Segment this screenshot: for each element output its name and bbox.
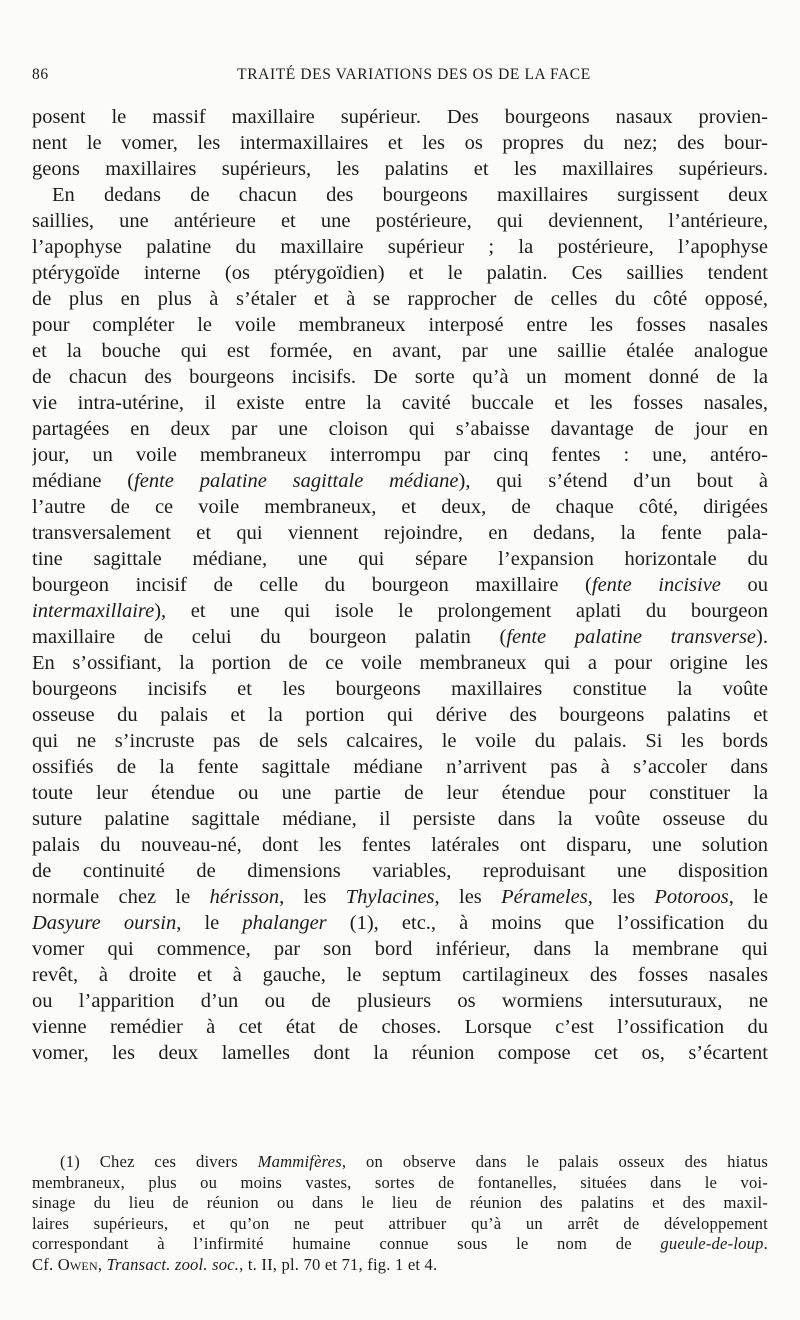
text-segment: , le bbox=[176, 912, 243, 934]
italic-text: Dasyure oursin bbox=[32, 912, 177, 934]
body-line bbox=[32, 962, 768, 988]
text-segment: membraneux, plus ou moins vastes, sortes de fontanelles, situées dans le voi- bbox=[32, 1172, 768, 1192]
body-line bbox=[32, 728, 768, 754]
italic-text: Mammifères bbox=[257, 1152, 342, 1171]
body-line bbox=[32, 520, 768, 546]
body-line bbox=[32, 832, 768, 858]
text-segment: pour compléter le voile membraneux interposé entre les fosses nasales bbox=[32, 314, 768, 336]
body-line bbox=[32, 416, 768, 442]
text-segment: ou l’apparition d’un ou de plusieurs os wormiens intersuturaux, ne bbox=[32, 990, 768, 1012]
text-segment: nent le vomer, les intermaxillaires et les os propres du nez; des bour- bbox=[32, 132, 768, 154]
italic-text: fente incisive bbox=[591, 574, 721, 596]
text-segment: , les bbox=[587, 886, 655, 908]
text-segment: laires supérieurs, et qu’on ne peut attribuer qu’à un arrêt de développement bbox=[32, 1213, 768, 1233]
body-line bbox=[32, 910, 768, 936]
text-segment: vie intra-utérine, il existe entre la cavité buccale et les fosses nasales, bbox=[32, 392, 768, 414]
page-number: 86 bbox=[32, 66, 49, 83]
text-segment: vomer, les deux lamelles dont la réunion compose cet os, s’écartent bbox=[32, 1042, 768, 1064]
footnotes bbox=[32, 1152, 768, 1275]
body-line bbox=[32, 884, 768, 910]
body-line bbox=[32, 260, 768, 286]
body-line bbox=[32, 624, 768, 650]
text-segment: l’autre de ce voile membraneux, et deux, de chaque côté, dirigées bbox=[32, 496, 768, 518]
text-segment: , on observe dans le palais osseux des hiatus bbox=[341, 1152, 768, 1171]
text-segment: , les bbox=[279, 886, 346, 908]
italic-text: intermaxillaire bbox=[32, 600, 155, 622]
text-segment: partagées en deux par une cloison qui s’abaisse davantage de jour en bbox=[32, 418, 768, 440]
text-segment: ), et une qui isole le prolongement aplati du bourgeon bbox=[154, 600, 768, 622]
text-segment: maxillaire de celui du bourgeon palatin ( bbox=[32, 626, 507, 648]
footnote-line bbox=[32, 1152, 768, 1173]
body-line bbox=[32, 208, 768, 234]
text-segment: tine sagittale médiane, une qui sépare l’expansion horizontale du bbox=[32, 548, 768, 570]
text-segment: Cf. bbox=[32, 1254, 58, 1274]
text-segment: (1) Chez ces divers bbox=[60, 1152, 258, 1171]
body-line bbox=[32, 130, 768, 156]
body-text bbox=[32, 104, 768, 1066]
text-segment: normale chez le bbox=[32, 886, 210, 908]
body-line bbox=[32, 806, 768, 832]
body-line bbox=[32, 676, 768, 702]
text-segment: bourgeons incisifs et les bourgeons maxillaires constitue la voûte bbox=[32, 678, 768, 700]
body-line bbox=[32, 650, 768, 676]
body-line bbox=[32, 936, 768, 962]
text-segment: ptérygoïde interne (os ptérygoïdien) et le palatin. Ces saillies tendent bbox=[32, 262, 768, 284]
body-line bbox=[32, 572, 768, 598]
italic-text: fente palatine transverse bbox=[506, 626, 757, 648]
footnote-line bbox=[32, 1193, 768, 1214]
body-line bbox=[32, 468, 768, 494]
text-segment: posent le massif maxillaire supérieur. Des bourgeons nasaux provien- bbox=[32, 106, 768, 128]
text-segment: (1), etc., à moins que l’ossification du bbox=[326, 912, 768, 934]
body-line bbox=[32, 988, 768, 1014]
italic-text: gueule-de-loup bbox=[660, 1234, 764, 1253]
body-line bbox=[32, 442, 768, 468]
text-segment: ), qui s’étend d’un bout à bbox=[458, 470, 768, 492]
italic-text: Thylacines bbox=[345, 886, 435, 908]
text-segment: sinage du lieu de réunion ou dans le lieu de réunion des palatins et des maxil- bbox=[32, 1193, 768, 1212]
text-segment: En dedans de chacun des bourgeons maxillaires surgissent deux bbox=[52, 184, 768, 206]
text-segment: saillies, une antérieure et une postérieure, qui deviennent, l’antérieure, bbox=[32, 210, 768, 232]
text-segment: . bbox=[763, 1234, 768, 1253]
italic-text: Transact. zool. soc. bbox=[106, 1254, 240, 1274]
italic-text: Potoroos bbox=[654, 886, 729, 908]
text-segment: médiane ( bbox=[32, 470, 135, 492]
text-segment: vienne remédier à cet état de choses. Lorsque c’est l’ossification du bbox=[32, 1016, 768, 1038]
italic-text: Pérameles bbox=[501, 886, 588, 908]
body-line bbox=[32, 1040, 768, 1066]
text-segment: de chacun des bourgeons incisifs. De sorte qu’à un moment donné de la bbox=[32, 366, 768, 388]
body-line bbox=[32, 858, 768, 884]
text-segment: , t. II, pl. 70 et 71, fig. 1 et 4. bbox=[239, 1254, 438, 1274]
body-line bbox=[32, 338, 768, 364]
text-segment: jour, un voile membraneux interrompu par cinq fentes : une, antéro- bbox=[32, 444, 768, 466]
text-segment: En s’ossifiant, la portion de ce voile membraneux qui a pour origine les bbox=[32, 652, 768, 674]
text-segment: ou bbox=[720, 574, 768, 596]
italic-text: phalanger bbox=[242, 912, 327, 934]
text-segment: vomer qui commence, par son bord inférieur, dans la membrane qui bbox=[32, 938, 768, 960]
text-segment: revêt, à droite et à gauche, le septum cartilagineux des fosses nasales bbox=[32, 964, 768, 986]
text-segment: ). bbox=[756, 626, 768, 648]
body-line bbox=[32, 598, 768, 624]
text-segment: palais du nouveau-né, dont les fentes latérales ont disparu, une solution bbox=[32, 834, 768, 856]
text-segment: , le bbox=[728, 886, 768, 908]
body-line bbox=[32, 702, 768, 728]
text-segment: et la bouche qui est formée, en avant, par une saillie étalée analogue bbox=[32, 340, 768, 362]
body-line bbox=[32, 780, 768, 806]
body-line bbox=[32, 286, 768, 312]
text-segment: transversalement et qui viennent rejoindre, en dedans, la fente pala- bbox=[32, 522, 768, 544]
body-line bbox=[32, 182, 768, 208]
text-segment: , bbox=[97, 1254, 107, 1274]
body-line bbox=[32, 312, 768, 338]
footnote-line bbox=[32, 1255, 768, 1276]
text-segment: toute leur étendue ou une partie de leur étendue pour constituer la bbox=[32, 782, 768, 804]
body-line bbox=[32, 546, 768, 572]
footnote-line bbox=[32, 1173, 768, 1194]
text-segment: de plus en plus à s’étaler et à se rapprocher de celles du côté opposé, bbox=[32, 288, 768, 310]
body-line bbox=[32, 494, 768, 520]
text-segment: correspondant à l’infirmité humaine connue sous le nom de bbox=[32, 1234, 661, 1253]
text-segment: , les bbox=[434, 886, 502, 908]
body-line bbox=[32, 364, 768, 390]
running-header bbox=[32, 66, 766, 90]
body-line bbox=[32, 754, 768, 780]
body-line bbox=[32, 234, 768, 260]
body-line bbox=[32, 390, 768, 416]
body-line bbox=[32, 104, 768, 130]
text-segment: ossifiés de la fente sagittale médiane n’arrivent pas à s’accoler dans bbox=[32, 756, 768, 778]
italic-text: hérisson bbox=[209, 886, 280, 908]
footnote-line bbox=[32, 1214, 768, 1235]
footnote-line bbox=[32, 1234, 768, 1255]
italic-text: fente palatine sagittale médiane bbox=[134, 470, 459, 492]
text-segment: l’apophyse palatine du maxillaire supérieur ; la postérieure, l’apophyse bbox=[32, 236, 768, 258]
text-segment: de continuité de dimensions variables, reproduisant une disposition bbox=[32, 860, 768, 882]
running-head-title: TRAITÉ DES VARIATIONS DES OS DE LA FACE bbox=[237, 66, 591, 83]
text-segment: osseuse du palais et la portion qui dérive des bourgeons palatins et bbox=[32, 704, 768, 726]
body-line bbox=[32, 156, 768, 182]
body-line bbox=[32, 1014, 768, 1040]
text-segment: qui ne s’incruste pas de sels calcaires, le voile du palais. Si les bords bbox=[32, 730, 768, 752]
small-caps-text: Owen bbox=[57, 1254, 98, 1274]
text-segment: suture palatine sagittale médiane, il persiste dans la voûte osseuse du bbox=[32, 808, 768, 830]
text-segment: bourgeon incisif de celle du bourgeon maxillaire ( bbox=[32, 574, 592, 596]
text-segment: geons maxillaires supérieurs, les palatins et les maxillaires supérieurs. bbox=[32, 158, 768, 180]
